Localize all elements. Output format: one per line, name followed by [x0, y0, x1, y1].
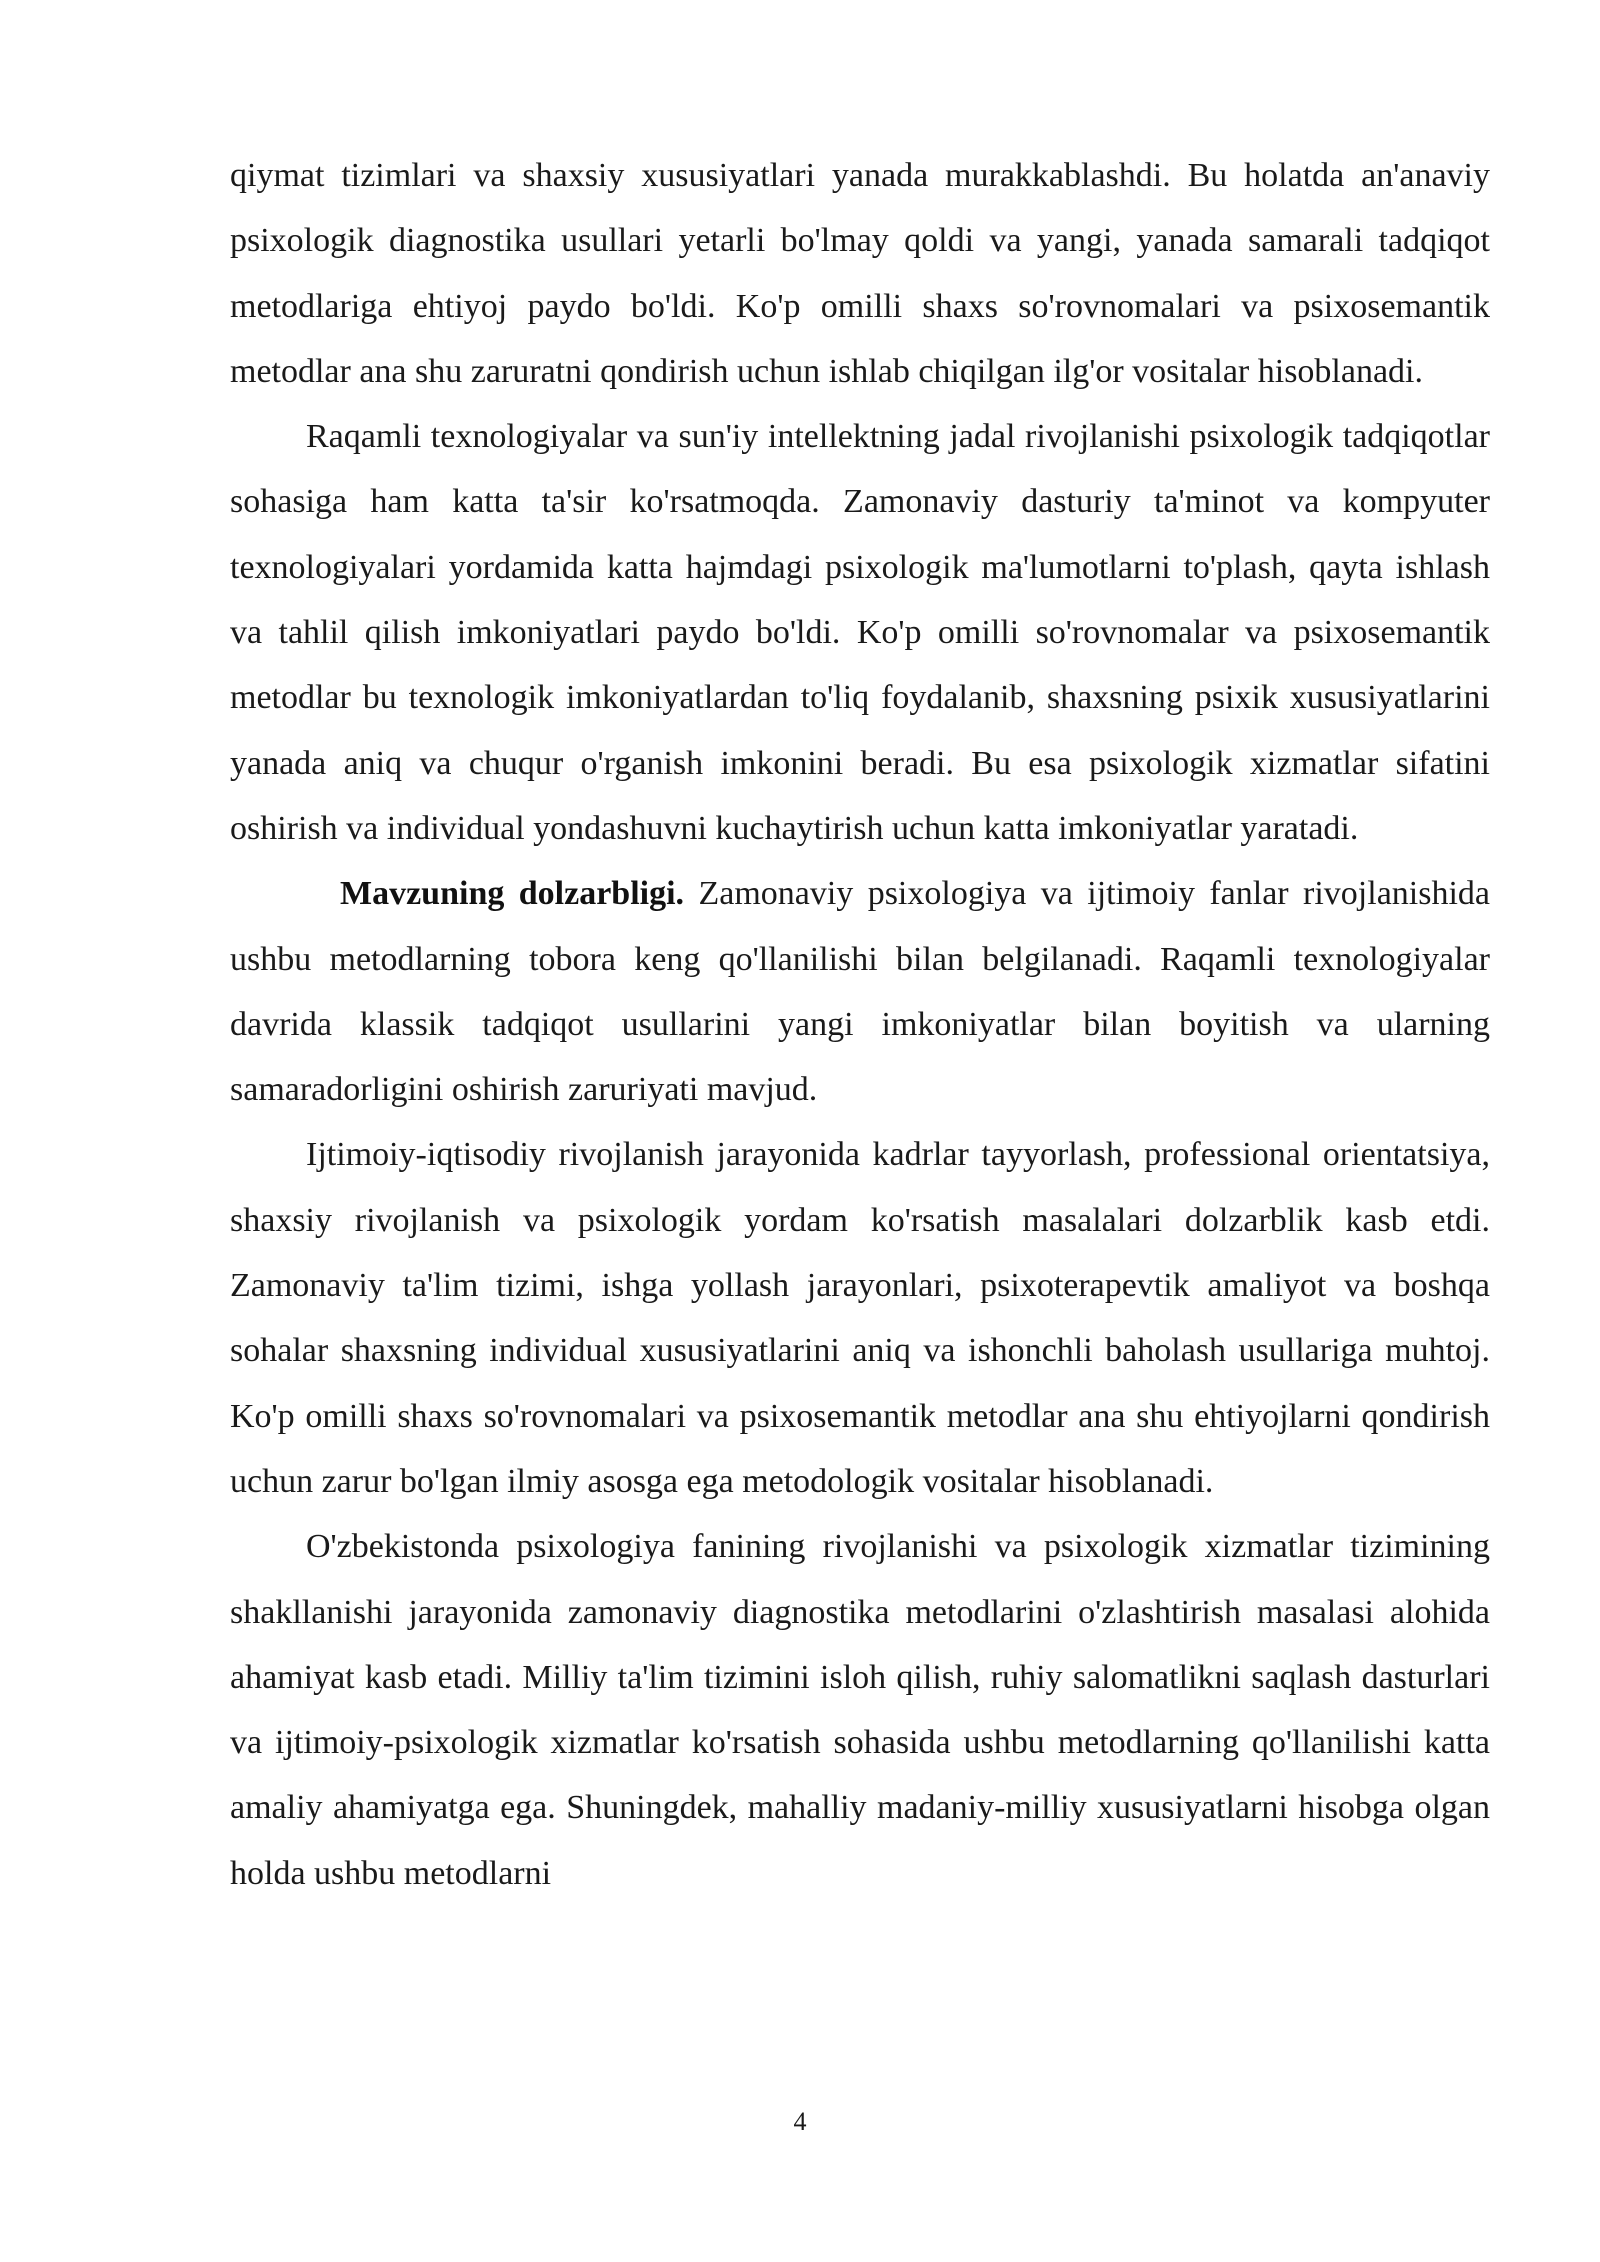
paragraph-1: qiymat tizimlari va shaxsiy xususiyatlari yanada murakkablashdi. Bu holatda an'anaviy psixologik diagnostika usullari yetarli bo'lmay qoldi va yangi, yanada samarali tadqiqot metodlariga ehtiyoj paydo bo'ldi. Ko'p omilli shaxs so'rovnomalari va psixosemantik metodlar ana shu zaruratni qondirish uchun ishlab chiqilgan ilg'or vositalar hisoblanadi.	[230, 157, 1490, 390]
paragraph-3-text: Zamonaviy psixologiya va ijtimoiy fanlar rivojlanishida ushbu metodlarning tobora keng qo'llanilishi bilan belgilanadi. Raqamli texnologiyalar davrida klassik tadqiqot usullarini yangi imkoniyatlar bilan boyitish va ularning samaradorligini oshirish zaruriyati mavjud.	[230, 875, 1490, 1109]
paragraph-5: O'zbekistonda psixologiya fanining rivojlanishi va psixologik xizmatlar tizimining shakllanishi jarayonida zamonaviy diagnostika metodlarini o'zlashtirish masalasi alohida ahamiyat kasb etadi. Milliy ta'lim tizimini isloh qilish, ruhiy salomatlikni saqlash dasturlari va ijtimoiy-psixologik xizmatlar ko'rsatish sohasida ushbu metodlarning qo'llanilishi katta amaliy ahamiyatga ega. Shuningdek, mahalliy madaniy-milliy xususiyatlarni hisobga olgan holda ushbu metodlarni	[230, 1528, 1490, 1892]
page-number: 4	[793, 2107, 807, 2136]
paragraph-2: Raqamli texnologiyalar va sun'iy intellektning jadal rivojlanishi psixologik tadqiqotlar sohasiga ham katta ta'sir ko'rsatmoqda. Zamonaviy dasturiy ta'minot va kompyuter texnologiyalari yordamida katta hajmdagi psixologik ma'lumotlarni to'plash, qayta ishlash va tahlil qilish imkoniyatlari paydo bo'ldi. Ko'p omilli so'rovnomalar va psixosemantik metodlar bu texnologik imkoniyatlardan to'liq foydalanib, shaxsning psixik xususiyatlarini yanada aniq va chuqur o'rganish imkonini beradi. Bu esa psixologik xizmatlar sifatini oshirish va individual yondashuvni kuchaytirish uchun katta imkoniyatlar yaratadi.	[230, 418, 1490, 847]
paragraph-3	[230, 861, 1490, 1122]
document-body	[230, 143, 1490, 1906]
paragraph-4: Ijtimoiy-iqtisodiy rivojlanish jarayonida kadrlar tayyorlash, professional orientatsiya, shaxsiy rivojlanish va psixologik yordam ko'rsatish masalalari dolzarblik kasb etdi. Zamonaviy ta'lim tizimi, ishga yollash jarayonlari, psixoterapevtik amaliyot va boshqa sohalar shaxsning individual xususiyatlarini aniq va ishonchli baholash usullariga muhtoj. Ko'p omilli shaxs so'rovnomalari va psixosemantik metodlar ana shu ehtiyojlarni qondirish uchun zarur bo'lgan ilmiy asosga ega metodologik vositalar hisoblanadi.	[230, 1136, 1490, 1500]
section-heading-relevance: Mavzuning dolzarbligi.	[340, 875, 685, 913]
